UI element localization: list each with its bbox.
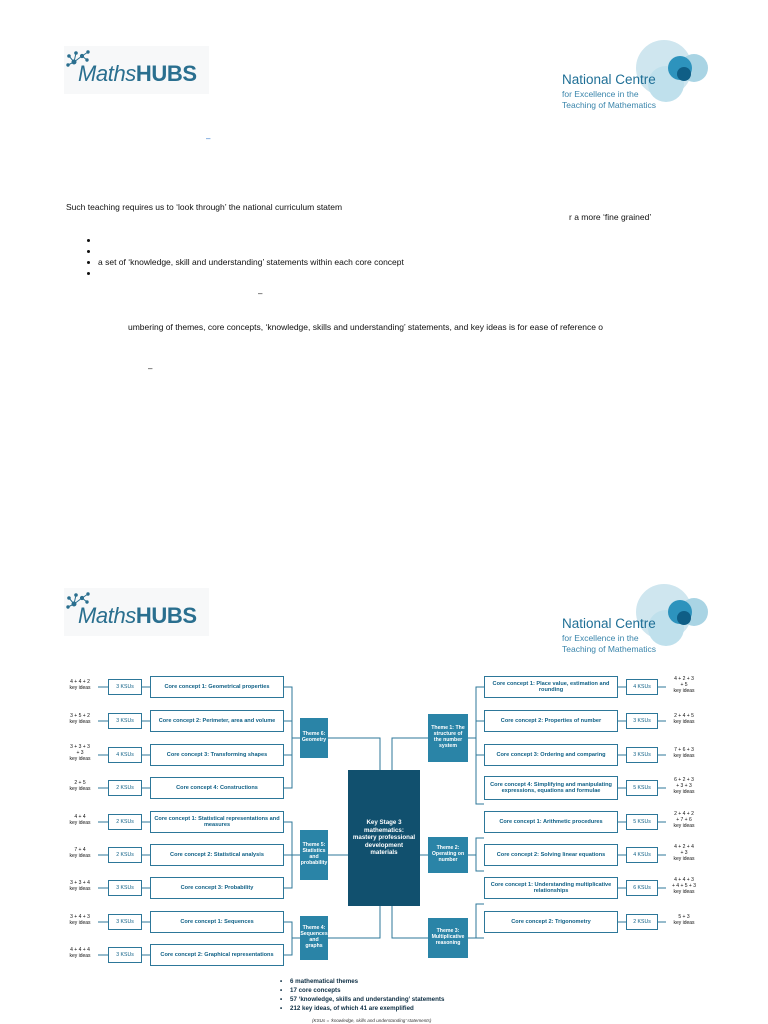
ksu-count: 6 KSUs xyxy=(626,880,658,896)
bullet xyxy=(87,250,90,253)
document-page-2 xyxy=(0,550,768,1024)
core-concept-box: Core concept 2: Perimeter, area and volume xyxy=(150,710,284,732)
ksu-count: 3 KSUs xyxy=(108,947,142,963)
core-concept-box: Core concept 4: Simplifying and manipulating expressions, equations and formulae xyxy=(484,776,618,800)
core-concept-box: Core concept 2: Trigonometry xyxy=(484,911,618,933)
ksu-count: 3 KSUs xyxy=(108,679,142,695)
key-ideas-label: 3 + 3 + 4 key ideas xyxy=(69,880,91,892)
core-concept-box: Core concept 1: Arithmetic procedures xyxy=(484,811,618,833)
ksu-count: 3 KSUs xyxy=(108,880,142,896)
key-ideas-label: 3 + 4 + 3 key ideas xyxy=(69,914,91,926)
theme-box-operating-on-number: Theme 2: Operating on number xyxy=(428,837,468,873)
central-title-box: Key Stage 3 mathematics: mastery professional development materials xyxy=(348,770,420,906)
ncetm-name: National Centre xyxy=(562,616,656,631)
ksu-count: 5 KSUs xyxy=(626,780,658,796)
ksu-count: 2 KSUs xyxy=(626,914,658,930)
key-ideas-label: 4 + 2 + 4 + 3 key ideas xyxy=(673,844,695,862)
ksu-count: 3 KSUs xyxy=(626,747,658,763)
core-concept-box: Core concept 3: Probability xyxy=(150,877,284,899)
ksu-count: 4 KSUs xyxy=(626,679,658,695)
footnote: (KSUs = ‘knowledge, skills and understanding’ statements) xyxy=(312,1018,432,1023)
core-concept-box: Core concept 1: Statistical representations and measures xyxy=(150,811,284,833)
ksu-count: 2 KSUs xyxy=(108,814,142,830)
ncetm-tagline-2: Teaching of Mathematics xyxy=(562,100,657,110)
ncetm-tagline-1: for Excellence in the xyxy=(562,89,639,99)
core-concept-box: Core concept 1: Understanding multiplicative relationships xyxy=(484,877,618,899)
key-ideas-label: 6 + 2 + 3 + 3 + 3 key ideas xyxy=(673,777,695,795)
key-ideas-label: 3 + 3 + 3 + 3 key ideas xyxy=(69,744,91,762)
key-ideas-label: 4 + 4 + 4 key ideas xyxy=(69,947,91,959)
ksu-count: 3 KSUs xyxy=(108,713,142,729)
link-dash[interactable]: – xyxy=(206,134,211,143)
summary-item: • 17 core concepts xyxy=(280,987,341,994)
theme-box-statistics: Theme 5: Statistics and probability xyxy=(300,830,328,880)
ksu-count: 2 KSUs xyxy=(108,780,142,796)
theme-box-multiplicative-reasoning: Theme 3: Multiplicative reasoning xyxy=(428,918,468,958)
ksu-count: 3 KSUs xyxy=(626,713,658,729)
core-concept-box: Core concept 2: Graphical representations xyxy=(150,944,284,966)
maths-hubs-wordmark: MathsHUBS xyxy=(78,603,197,628)
key-ideas-label: 2 + 5 key ideas xyxy=(69,780,91,792)
maths-hubs-logo xyxy=(64,46,209,94)
theme-box-number-system: Theme 1: The structure of the number system xyxy=(428,714,468,762)
key-ideas-label: 5 + 3 key ideas xyxy=(673,914,695,926)
ncetm-logo xyxy=(558,580,718,656)
dash: – xyxy=(258,289,263,298)
theme-box-sequences: Theme 4: Sequences and graphs xyxy=(300,916,328,960)
ksu-count: 3 KSUs xyxy=(108,914,142,930)
key-ideas-label: 4 + 4 + 3 + 4 + 5 + 3 key ideas xyxy=(671,877,697,895)
maths-hubs-wordmark: MathsHUBS xyxy=(78,61,197,86)
ncetm-tagline-2: Teaching of Mathematics xyxy=(562,644,657,654)
core-concept-box: Core concept 4: Constructions xyxy=(150,777,284,799)
key-ideas-label: 4 + 4 + 2 key ideas xyxy=(69,679,91,691)
numbering-note: umbering of themes, core concepts, ‘knowledge, skills and understanding’ statements, and key ideas is for ease of reference o xyxy=(128,322,604,332)
paragraph-line: Such teaching requires us to ‘look through’ the national curriculum statem xyxy=(66,202,343,212)
ncetm-name: National Centre xyxy=(562,72,656,87)
key-ideas-label: 7 + 6 + 3 key ideas xyxy=(673,747,695,759)
key-ideas-label: 4 + 4 key ideas xyxy=(69,814,91,826)
ksu-count: 5 KSUs xyxy=(626,814,658,830)
bullet xyxy=(87,272,90,275)
summary-item: • 6 mathematical themes xyxy=(280,978,359,985)
ncetm-tagline-1: for Excellence in the xyxy=(562,633,639,643)
curriculum-structure-diagram xyxy=(62,670,708,1024)
ncetm-logo xyxy=(558,36,718,112)
key-ideas-label: 4 + 2 + 3 + 5 key ideas xyxy=(673,676,695,694)
maths-hubs-logo xyxy=(64,588,209,636)
bullet xyxy=(87,239,90,242)
core-concept-box: Core concept 2: Statistical analysis xyxy=(150,844,284,866)
ksu-count: 4 KSUs xyxy=(626,847,658,863)
key-ideas-label: 2 + 4 + 5 key ideas xyxy=(673,713,695,725)
ksu-count: 2 KSUs xyxy=(108,847,142,863)
paragraph-line-right: r a more ‘fine grained’ xyxy=(569,212,652,222)
core-concept-box: Core concept 3: Ordering and comparing xyxy=(484,744,618,766)
ksu-count: 4 KSUs xyxy=(108,747,142,763)
dash: – xyxy=(148,364,153,373)
summary-item: • 57 ‘knowledge, skills and understanding’ statements xyxy=(280,996,445,1003)
core-concept-box: Core concept 2: Properties of number xyxy=(484,710,618,732)
key-ideas-label: 2 + 4 + 2 + 7 + 6 key ideas xyxy=(673,811,695,829)
theme-box-geometry: Theme 6: Geometry xyxy=(300,718,328,758)
key-ideas-label: 7 + 4 key ideas xyxy=(69,847,91,859)
core-concept-box: Core concept 1: Place value, estimation and rounding xyxy=(484,676,618,698)
core-concept-box: Core concept 2: Solving linear equations xyxy=(484,844,618,866)
core-concept-box: Core concept 1: Geometrical properties xyxy=(150,676,284,698)
summary-item: • 212 key ideas, of which 41 are exemplified xyxy=(280,1005,414,1012)
core-concept-box: Core concept 3: Transforming shapes xyxy=(150,744,284,766)
bullet-text: a set of ‘knowledge, skill and understanding’ statements within each core concept xyxy=(98,257,404,267)
bullet xyxy=(87,261,90,264)
key-ideas-label: 3 + 5 + 2 key ideas xyxy=(69,713,91,725)
core-concept-box: Core concept 1: Sequences xyxy=(150,911,284,933)
